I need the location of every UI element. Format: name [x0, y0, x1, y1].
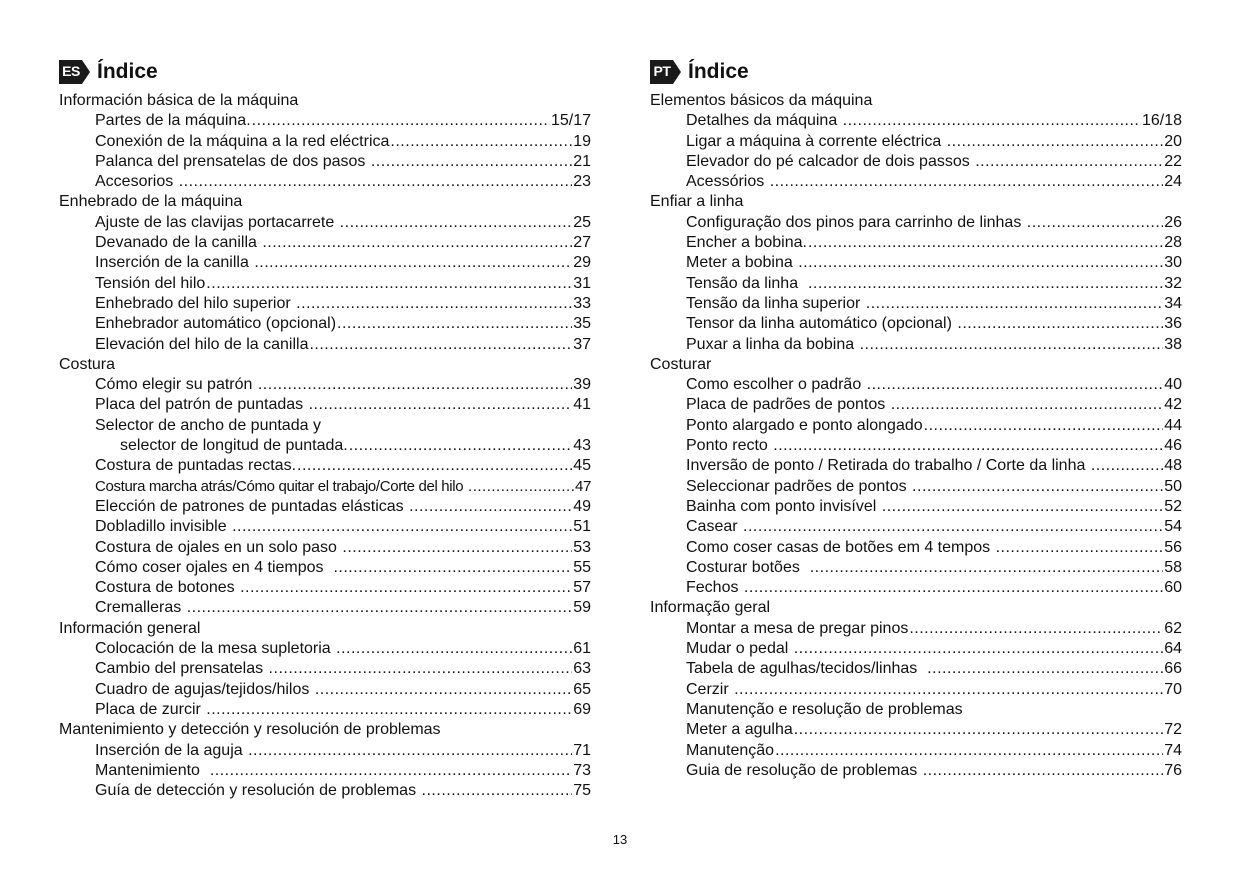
toc-entry-page-number: 71: [573, 741, 591, 759]
dot-leader: [248, 741, 572, 761]
dot-leader: [336, 639, 572, 659]
toc-entry-label: Enhebrado del hilo superior: [95, 294, 296, 312]
toc-entry-page-number: 35: [573, 315, 591, 333]
dot-leader: [269, 659, 573, 679]
dot-leader: [333, 558, 572, 578]
dot-leader: [309, 395, 573, 415]
toc-entry-label: Puxar a linha da bobina: [686, 335, 859, 353]
toc-entry-label: Costura de ojales en un solo paso: [95, 538, 342, 556]
toc-entry-page-number: 64: [1164, 640, 1182, 658]
toc-entry-label: Cómo coser ojales en 4 tiempos: [95, 558, 333, 576]
toc-heading-es: [59, 58, 591, 86]
toc-entry-label: Montar a mesa de pregar pinos: [686, 619, 909, 637]
toc-entry-page-number: 50: [1164, 477, 1182, 495]
toc-entry: [650, 619, 1182, 639]
toc-entry-label: Mudar o pedal: [686, 640, 793, 658]
toc-entry-label: Detalhes da máquina: [686, 112, 842, 130]
language-badge-text: ES: [62, 63, 80, 79]
dot-leader: [297, 456, 572, 476]
toc-section-heading: Enfiar a linha: [650, 193, 744, 211]
toc-entry-page-number: 40: [1164, 376, 1182, 394]
dot-leader: [909, 619, 1163, 639]
toc-entry-page-number: 43: [573, 437, 591, 455]
language-badge-text: PT: [653, 63, 671, 79]
toc-entry-label: Meter a agulha: [686, 721, 793, 739]
toc-entry-label: Cremalleras: [95, 599, 186, 617]
toc-entry: [650, 213, 1182, 233]
toc-entry-label: Costura de botones: [95, 579, 240, 597]
dot-leader: [770, 172, 1164, 192]
toc-entry-page-number: 28: [1164, 234, 1182, 252]
dot-leader: [390, 132, 572, 152]
toc-entry-page-number: 56: [1164, 538, 1182, 556]
toc-entry: [650, 233, 1182, 253]
toc-entry: [650, 395, 1182, 415]
toc-entry-label: Tensão da linha: [686, 274, 807, 292]
toc-entry: [59, 111, 591, 131]
toc-heading-pt: [650, 58, 1182, 86]
toc-entry: [650, 497, 1182, 517]
toc-entry: [59, 233, 591, 253]
dot-leader: [1091, 456, 1163, 476]
toc-entry-label: Conexión de la máquina a la red eléctrica: [95, 132, 390, 150]
toc-entry: [59, 517, 591, 537]
toc-entry-label: Ponto alargado e ponto alongado: [686, 416, 923, 434]
toc-entry-label: Cómo elegir su patrón: [95, 376, 257, 394]
toc-entry: [59, 781, 591, 801]
toc-entry-page-number: 65: [573, 680, 591, 698]
toc-entry-page-number: 73: [573, 761, 591, 779]
toc-entry-label: selector de longitud de puntada.: [120, 437, 348, 455]
toc-entry-label: Como coser casas de botões em 4 tempos: [686, 538, 995, 556]
toc-entry-label: Manutenção: [686, 741, 775, 759]
toc-entry-label: Cerzir: [686, 680, 734, 698]
toc-entry-label: Inserción de la aguja: [95, 741, 248, 759]
toc-entry: [59, 578, 591, 598]
toc-entry-label: Inversão de ponto / Retirada do trabalho / Corte da linha: [686, 457, 1090, 475]
toc-entry-page-number: 69: [573, 700, 591, 718]
toc-entry-page-number: 72: [1164, 721, 1182, 739]
toc-entry: [59, 639, 591, 659]
toc-section-heading: Costura: [59, 355, 116, 373]
toc-entry: [59, 416, 591, 436]
toc-entry: [650, 172, 1182, 192]
toc-column-pt: [650, 58, 1182, 781]
toc-entry-label: Seleccionar padrões de pontos: [686, 477, 912, 495]
toc-section-heading: Enhebrado de la máquina: [59, 193, 243, 211]
dot-leader: [882, 497, 1163, 517]
toc-entry-label: Elección de patrones de puntadas elásticas: [95, 497, 409, 515]
toc-entry-label: Configuração dos pinos para carrinho de linhas: [686, 213, 1026, 231]
toc-entry: [59, 700, 591, 720]
toc-entry-page-number: 37: [573, 335, 591, 353]
toc-entry: [59, 497, 591, 517]
toc-entry: [650, 659, 1182, 679]
toc-entry-label: Mantenimiento: [95, 761, 209, 779]
dot-leader: [187, 598, 573, 618]
toc-entry-label: Cambio del prensatelas: [95, 660, 268, 678]
toc-entry-page-number: 76: [1164, 761, 1182, 779]
toc-entry-page-number: 39: [573, 376, 591, 394]
dot-leader: [924, 416, 1164, 436]
toc-entry-label: Cuadro de agujas/tejidos/hilos: [95, 680, 314, 698]
dot-leader: [232, 517, 572, 537]
toc-entry: [59, 294, 591, 314]
dot-leader: [860, 335, 1164, 355]
toc-entry-label: Ligar a máquina à corrente eléctrica: [686, 132, 946, 150]
toc-entry-page-number: 16/18: [1141, 112, 1182, 130]
toc-entry-page-number: 42: [1164, 396, 1182, 414]
dot-leader: [349, 436, 572, 456]
toc-entry: [650, 558, 1182, 578]
toc-entry-label: Accesorios: [95, 173, 178, 191]
toc-entry-page-number: 22: [1164, 152, 1182, 170]
toc-entry-label: Dobladillo invisible: [95, 518, 232, 536]
toc-entry-label: Encher a bobina.: [686, 234, 807, 252]
toc-entry-page-number: 34: [1164, 294, 1182, 312]
toc-entry-page-number: 66: [1164, 660, 1182, 678]
dot-leader: [210, 761, 572, 781]
toc-entry-page-number: 54: [1164, 518, 1182, 536]
dot-leader: [1027, 213, 1163, 233]
toc-entry-page-number: 62: [1164, 619, 1182, 637]
dot-leader: [206, 274, 572, 294]
toc-entry-page-number: 58: [1164, 558, 1182, 576]
toc-title-es: Índice: [97, 60, 158, 83]
dot-leader: [734, 680, 1163, 700]
dot-leader: [923, 761, 1164, 781]
toc-entry-page-number: 38: [1164, 335, 1182, 353]
toc-entry-page-number: 36: [1164, 315, 1182, 333]
dot-leader: [309, 335, 572, 355]
toc-entry: [650, 761, 1182, 781]
toc-entry: [650, 456, 1182, 476]
toc-entry-page-number: 52: [1164, 497, 1182, 515]
toc-entry-page-number: 55: [573, 558, 591, 576]
dot-leader: [843, 111, 1141, 131]
toc-entry-label: Bainha com ponto invisível: [686, 497, 881, 515]
toc-entry: [650, 517, 1182, 537]
toc-entry: [59, 436, 591, 456]
dot-leader: [975, 152, 1163, 172]
toc-entry-label: Elevación del hilo de la canilla: [95, 335, 309, 353]
toc-entry: [59, 274, 591, 294]
toc-entry: [650, 639, 1182, 659]
toc-entry: [59, 314, 591, 334]
toc-entry-label: Palanca del prensatelas de dos pasos: [95, 152, 370, 170]
toc-entry-page-number: 27: [573, 234, 591, 252]
toc-entry: [650, 720, 1182, 740]
toc-entry: [59, 456, 591, 476]
dot-leader: [340, 213, 573, 233]
language-badge-pt: [650, 60, 681, 84]
toc-entry-label: Casear: [686, 518, 743, 536]
toc-entry-page-number: 41: [573, 396, 591, 414]
dot-leader: [296, 294, 572, 314]
dot-leader: [866, 294, 1163, 314]
toc-entry: [650, 741, 1182, 761]
toc-section-heading: Mantenimiento y detección y resolución de problemas: [59, 721, 441, 739]
toc-entry-page-number: 48: [1164, 457, 1182, 475]
toc-title-pt: Índice: [688, 60, 749, 83]
toc-list-es: [59, 91, 591, 801]
toc-entry-label: Manutenção e resolução de problemas: [686, 700, 963, 718]
toc-entry: [59, 741, 591, 761]
toc-entry-page-number: 32: [1164, 274, 1182, 292]
toc-entry: [650, 477, 1182, 497]
dot-leader: [808, 233, 1163, 253]
toc-entry: [59, 680, 591, 700]
toc-entry-page-number: 75: [573, 782, 591, 800]
toc-entry-page-number: 53: [573, 538, 591, 556]
toc-entry-label: Elevador do pé calcador de dois passos: [686, 152, 975, 170]
toc-entry-page-number: 63: [573, 660, 591, 678]
dot-leader: [240, 578, 572, 598]
toc-entry: [59, 335, 591, 355]
toc-entry: [650, 578, 1182, 598]
dot-leader: [957, 314, 1163, 334]
toc-entry-label: Partes de la máquina.: [95, 112, 251, 130]
language-badge-es: [59, 60, 90, 84]
toc-entry-label: Tabela de agulhas/tecidos/linhas: [686, 660, 927, 678]
toc-entry-label: Meter a bobina: [686, 254, 798, 272]
dot-leader: [468, 477, 574, 497]
toc-column-es: [59, 58, 591, 801]
toc-entry-label: Placa del patrón de puntadas: [95, 396, 308, 414]
toc-section-heading: Informação geral: [650, 599, 771, 617]
toc-entry: [650, 111, 1182, 131]
toc-entry: [59, 477, 591, 497]
toc-section-heading: Elementos básicos da máquina: [650, 92, 873, 109]
dot-leader: [258, 375, 572, 395]
toc-entry-page-number: 61: [573, 640, 591, 658]
toc-entry-page-number: 70: [1164, 680, 1182, 698]
dot-leader: [744, 578, 1163, 598]
dot-leader: [743, 517, 1163, 537]
toc-entry: [59, 132, 591, 152]
toc-entry-page-number: 29: [573, 254, 591, 272]
dot-leader: [371, 152, 572, 172]
toc-entry-label: Ponto recto: [686, 437, 773, 455]
toc-entry-label: Tensão da linha superior: [686, 294, 865, 312]
toc-entry-page-number: 25: [573, 213, 591, 231]
toc-entry: [59, 761, 591, 781]
toc-entry-label: Guía de detección y resolución de problemas: [95, 782, 421, 800]
toc-entry: [650, 253, 1182, 273]
dot-leader: [206, 700, 572, 720]
toc-entry-page-number: 57: [573, 579, 591, 597]
toc-entry: [650, 416, 1182, 436]
dot-leader: [810, 558, 1163, 578]
toc-entry: [59, 395, 591, 415]
toc-entry-page-number: 26: [1164, 213, 1182, 231]
toc-entry-page-number: 51: [573, 518, 591, 536]
dot-leader: [794, 639, 1163, 659]
toc-entry-page-number: 19: [573, 132, 591, 150]
toc-entry-label: Tensor da linha automático (opcional): [686, 315, 957, 333]
toc-entry-label: Costura marcha atrás/Cómo quitar el trabajo/Corte del hilo: [95, 477, 468, 495]
toc-entry-label: Enhebrador automático (opcional): [95, 315, 337, 333]
dot-leader: [337, 314, 572, 334]
toc-entry-label: Como escolher o padrão: [686, 376, 866, 394]
toc-entry-page-number: 33: [573, 294, 591, 312]
toc-entry-page-number: 60: [1164, 579, 1182, 597]
dot-leader: [262, 233, 572, 253]
toc-entry-page-number: 21: [573, 152, 591, 170]
toc-entry-page-number: 20: [1164, 132, 1182, 150]
toc-entry: [650, 538, 1182, 558]
dot-leader: [342, 538, 572, 558]
toc-entry: [650, 314, 1182, 334]
dot-leader: [891, 395, 1164, 415]
toc-entry-page-number: 74: [1164, 741, 1182, 759]
toc-entry-label: Costura de puntadas rectas.: [95, 457, 297, 475]
toc-entry-label: Guia de resolução de problemas: [686, 761, 922, 779]
toc-entry: [59, 558, 591, 578]
dot-leader: [252, 111, 550, 131]
toc-entry-label: Colocación de la mesa supletoria: [95, 640, 336, 658]
toc-entry: [59, 375, 591, 395]
toc-entry: [650, 132, 1182, 152]
dot-leader: [912, 477, 1163, 497]
toc-entry-page-number: 45: [573, 457, 591, 475]
toc-entry: [650, 700, 1182, 720]
toc-entry: [650, 274, 1182, 294]
toc-entry-label: Tensión del hilo: [95, 274, 206, 292]
toc-entry: [59, 152, 591, 172]
toc-entry-page-number: 44: [1164, 416, 1182, 434]
toc-entry-label: Inserción de la canilla: [95, 254, 254, 272]
toc-entry: [59, 213, 591, 233]
toc-entry-label: Placa de padrões de pontos: [686, 396, 890, 414]
toc-entry-page-number: 15/17: [550, 112, 591, 130]
dot-leader: [409, 497, 572, 517]
toc-list-pt: [650, 91, 1182, 781]
toc-entry-page-number: 59: [573, 599, 591, 617]
dot-leader: [794, 720, 1163, 740]
toc-entry-page-number: 46: [1164, 437, 1182, 455]
toc-entry: [59, 253, 591, 273]
toc-section-heading: Costurar: [650, 355, 712, 373]
toc-entry: [59, 598, 591, 618]
toc-entry: [650, 294, 1182, 314]
toc-entry-label: Ajuste de las clavijas portacarrete: [95, 213, 339, 231]
toc-entry: [650, 152, 1182, 172]
dot-leader: [927, 659, 1163, 679]
toc-entry-label: Selector de ancho de puntada y: [95, 416, 321, 434]
dot-leader: [179, 172, 573, 192]
dot-leader: [773, 436, 1163, 456]
dot-leader: [315, 680, 572, 700]
toc-entry: [59, 172, 591, 192]
dot-leader: [947, 132, 1164, 152]
toc-entry-page-number: 47: [575, 477, 591, 495]
toc-entry: [59, 538, 591, 558]
dot-leader: [254, 253, 572, 273]
dot-leader: [798, 253, 1163, 273]
toc-entry-page-number: 31: [573, 274, 591, 292]
toc-entry-label: Devanado de la canilla: [95, 234, 262, 252]
toc-entry: [650, 680, 1182, 700]
toc-entry: [59, 659, 591, 679]
toc-entry-page-number: 23: [573, 173, 591, 191]
toc-entry-label: Placa de zurcir: [95, 700, 206, 718]
toc-entry: [650, 335, 1182, 355]
toc-entry-page-number: 49: [573, 497, 591, 515]
dot-leader: [996, 538, 1164, 558]
page-number: 13: [612, 832, 628, 847]
toc-entry-label: Fechos: [686, 579, 743, 597]
dot-leader: [422, 781, 573, 801]
toc-entry: [650, 375, 1182, 395]
toc-entry-label: Acessórios: [686, 173, 769, 191]
toc-entry: [650, 436, 1182, 456]
toc-entry-label: Costurar botões: [686, 558, 809, 576]
toc-entry-page-number: 30: [1164, 254, 1182, 272]
toc-entry-page-number: 24: [1164, 173, 1182, 191]
toc-section-heading: Información general: [59, 619, 201, 637]
dot-leader: [808, 274, 1163, 294]
dot-leader: [867, 375, 1164, 395]
toc-section-heading: Información básica de la máquina: [59, 92, 299, 109]
dot-leader: [775, 741, 1163, 761]
